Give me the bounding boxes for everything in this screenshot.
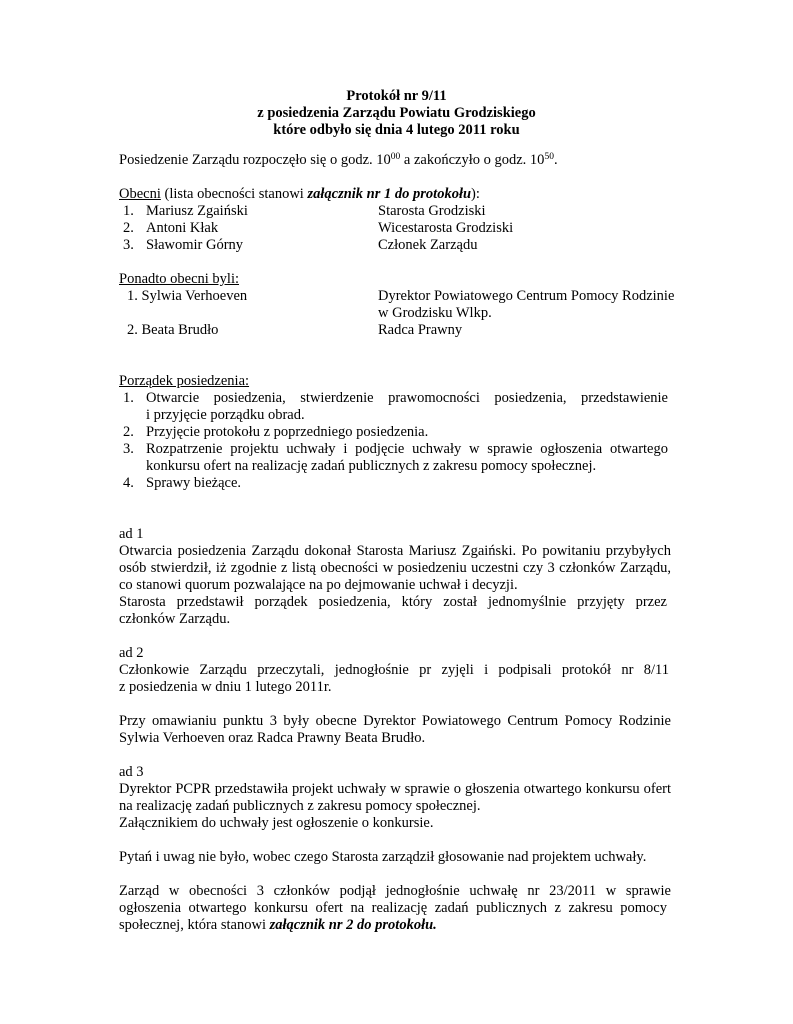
- guest-role: Dyrektor Powiatowego Centrum Pomocy Rodzinie: [378, 288, 675, 304]
- agenda-heading: Porządek posiedzenia:: [119, 373, 250, 389]
- agenda-item-text: Przyjęcie protokołu z poprzedniego posiedzenia.: [146, 424, 429, 440]
- member-role: Członek Zarządu: [378, 237, 478, 253]
- paragraph-line: z posiedzenia w dniu 1 lutego 2011r.: [119, 679, 332, 695]
- attendance-heading: Obecni: [119, 186, 161, 202]
- guest-name: 2. Beata Brudło: [127, 322, 219, 338]
- session-start-text: Posiedzenie Zarządu rozpoczęło się o godz. 10: [119, 152, 391, 168]
- agenda-item-number: 1.: [123, 390, 134, 406]
- protocol-date-line: które odbyło się dnia 4 lutego 2011 roku: [273, 122, 520, 138]
- paragraph-line: Sylwia Verhoeven oraz Radca Prawny Beata Brudło.: [119, 730, 426, 746]
- session-middle-text: a zakończyło o godz. 10: [400, 152, 545, 168]
- protocol-subtitle: z posiedzenia Zarządu Powiatu Grodziskiego: [257, 105, 536, 121]
- member-name: Mariusz Zgaiński: [146, 203, 248, 219]
- paragraph-line: osób stwierdził, iż zgodnie z listą obecności w posiedzeniu uczestni czy 3 członków Zarządu,: [119, 560, 671, 576]
- resolution-text: społecznej, która stanowi: [119, 917, 270, 933]
- member-number: 3.: [123, 237, 134, 253]
- also-present-heading: Ponadto obecni byli:: [119, 271, 240, 287]
- session-start-minutes: 00: [390, 152, 401, 162]
- agenda-item-text-continued: konkursu ofert na realizację zadań publicznych z zakresu pomocy społecznej.: [146, 458, 597, 474]
- member-number: 2.: [123, 220, 134, 236]
- agenda-item-text: Otwarcie posiedzenia, stwierdzenie prawomocności posiedzenia, przedstawienie: [146, 390, 668, 406]
- member-name: Sławomir Górny: [146, 237, 244, 253]
- paragraph-line: Członkowie Zarządu przeczytali, jednogłośnie pr zyjęli i podpisali protokół nr 8/11: [119, 662, 669, 678]
- paragraph-line: Pytań i uwag nie było, wobec czego Starosta zarządził głosowanie nad projektem uchwały.: [119, 849, 647, 865]
- guest-role-continued: w Grodzisku Wlkp.: [378, 305, 492, 321]
- paragraph-line: Przy omawianiu punktu 3 były obecne Dyrektor Powiatowego Centrum Pomocy Rodzinie: [119, 713, 671, 729]
- section-heading-ad3: ad 3: [119, 764, 144, 780]
- agenda-item-number: 2.: [123, 424, 134, 440]
- paragraph-line: Załącznikiem do uchwały jest ogłoszenie o konkursie.: [119, 815, 434, 831]
- member-name: Antoni Kłak: [146, 220, 219, 236]
- section-heading-ad1: ad 1: [119, 526, 144, 542]
- paragraph-line: ogłoszenia otwartego konkursu ofert na realizację zadań publicznych z zakresu pomocy: [119, 900, 667, 916]
- attendance-note-suffix: ):: [471, 186, 480, 202]
- paragraph-line: członków Zarządu.: [119, 611, 231, 627]
- agenda-item-text-continued: i przyjęcie porządku obrad.: [146, 407, 305, 423]
- agenda-item-number: 3.: [123, 441, 134, 457]
- paragraph-line: Dyrektor PCPR przedstawiła projekt uchwały w sprawie o głoszenia otwartego konkursu ofert: [119, 781, 671, 797]
- paragraph-line: Otwarcia posiedzenia Zarządu dokonał Starosta Mariusz Zgaiński. Po powitaniu przybyłych: [119, 543, 671, 559]
- agenda-item-number: 4.: [123, 475, 134, 491]
- agenda-item-text: Sprawy bieżące.: [146, 475, 242, 491]
- guest-name: 1. Sylwia Verhoeven: [127, 288, 248, 304]
- member-number: 1.: [123, 203, 134, 219]
- session-end-minutes: 50: [544, 152, 554, 162]
- agenda-item-text: Rozpatrzenie projektu uchwały i podjęcie uchwały w sprawie ogłoszenia otwartego: [146, 441, 668, 457]
- attendance-heading-line: [119, 186, 480, 203]
- guest-role: Radca Prawny: [378, 322, 463, 338]
- attachment-1-reference: załącznik nr 1 do protokołu: [307, 186, 472, 202]
- session-time-line: [119, 152, 558, 169]
- member-role: Wicestarosta Grodziski: [378, 220, 514, 236]
- member-role: Starosta Grodziski: [378, 203, 486, 219]
- attachment-2-reference: załącznik nr 2 do protokołu.: [269, 917, 437, 933]
- paragraph-line: na realizację zadań publicznych z zakresu pomocy społecznej.: [119, 798, 481, 814]
- paragraph-line: Zarząd w obecności 3 członków podjął jednogłośnie uchwałę nr 23/2011 w sprawie: [119, 883, 671, 899]
- session-end-text: .: [553, 152, 558, 168]
- paragraph-line: co stanowi quorum pozwalające na po dejmowanie uchwał i decyzji.: [119, 577, 518, 593]
- protocol-title: Protokół nr 9/11: [346, 88, 447, 104]
- paragraph-line: Starosta przedstawił porządek posiedzenia, który został jednomyślnie przyjęty przez: [119, 594, 667, 610]
- attendance-note-prefix: (lista obecności stanowi: [160, 186, 308, 202]
- section-heading-ad2: ad 2: [119, 645, 144, 661]
- paragraph-line: [119, 917, 437, 934]
